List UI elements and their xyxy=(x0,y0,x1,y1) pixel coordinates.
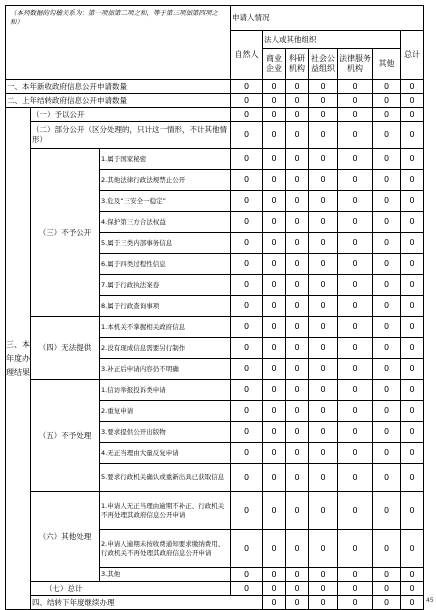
header-commercial: 商业企业 xyxy=(263,49,286,80)
value-cell: 0 xyxy=(338,422,373,443)
value-cell: 0 xyxy=(338,380,373,401)
value-cell: 0 xyxy=(263,149,286,170)
value-cell: 0 xyxy=(309,296,338,317)
value-cell: 0 xyxy=(309,492,338,530)
value-cell: 0 xyxy=(338,596,373,610)
value-cell: 0 xyxy=(263,191,286,212)
row-label-new-requests: 一、本年新收政府信息公开申请数量 xyxy=(6,80,231,94)
row-label-unable: （四）无法提供 xyxy=(31,317,100,380)
value-cell: 0 xyxy=(338,254,373,275)
refuse-item: 4.保护第三方合法权益 xyxy=(100,212,231,233)
value-cell: 0 xyxy=(373,464,401,492)
value-cell: 0 xyxy=(231,94,263,108)
value-cell: 0 xyxy=(309,401,338,422)
value-cell: 0 xyxy=(263,275,286,296)
value-cell: 0 xyxy=(309,338,338,359)
value-cell: 0 xyxy=(373,108,401,122)
value-cell: 0 xyxy=(263,401,286,422)
value-cell: 0 xyxy=(263,80,286,94)
value-cell: 0 xyxy=(231,443,263,464)
header-applicant: 申请人情况 xyxy=(231,6,424,31)
value-cell: 0 xyxy=(373,596,401,610)
value-cell: 0 xyxy=(401,359,424,380)
value-cell: 0 xyxy=(338,108,373,122)
value-cell: 0 xyxy=(263,212,286,233)
value-cell: 0 xyxy=(401,212,424,233)
value-cell: 0 xyxy=(286,275,309,296)
header-other: 其他 xyxy=(373,49,401,80)
value-cell: 0 xyxy=(231,212,263,233)
value-cell: 0 xyxy=(401,122,424,149)
value-cell: 0 xyxy=(231,108,263,122)
value-cell: 0 xyxy=(401,317,424,338)
header-total: 总计 xyxy=(401,31,424,80)
value-cell: 0 xyxy=(338,443,373,464)
value-cell: 0 xyxy=(373,359,401,380)
not-processed-item: 1.信访举报投诉类申请 xyxy=(100,380,231,401)
value-cell: 0 xyxy=(309,275,338,296)
value-cell: 0 xyxy=(231,359,263,380)
unable-item: 2.没有现成信息需要另行制作 xyxy=(100,338,231,359)
value-cell: 0 xyxy=(338,122,373,149)
value-cell: 0 xyxy=(401,596,424,610)
value-cell: 0 xyxy=(286,568,309,582)
value-cell: 0 xyxy=(286,401,309,422)
header-note: （本列数据的勾稽关系为：第一项加第二项之和，等于第三项加第四项之和） xyxy=(6,6,231,80)
value-cell: 0 xyxy=(401,338,424,359)
value-cell: 0 xyxy=(309,568,338,582)
value-cell: 0 xyxy=(401,170,424,191)
value-cell: 0 xyxy=(286,530,309,568)
value-cell: 0 xyxy=(231,492,263,530)
value-cell: 0 xyxy=(401,108,424,122)
value-cell: 0 xyxy=(231,170,263,191)
value-cell: 0 xyxy=(401,582,424,596)
refuse-item: 8.属于行政查询事项 xyxy=(100,296,231,317)
value-cell: 0 xyxy=(373,443,401,464)
value-cell: 0 xyxy=(286,122,309,149)
value-cell: 0 xyxy=(231,122,263,149)
value-cell: 0 xyxy=(263,233,286,254)
value-cell: 0 xyxy=(231,317,263,338)
value-cell: 0 xyxy=(338,317,373,338)
value-cell: 0 xyxy=(309,317,338,338)
value-cell: 0 xyxy=(401,401,424,422)
value-cell: 0 xyxy=(401,254,424,275)
value-cell: 0 xyxy=(231,296,263,317)
value-cell: 0 xyxy=(338,401,373,422)
value-cell: 0 xyxy=(338,275,373,296)
row-label-partial: （二）部分公开（区分处理的，只计这一情形，不计其他情形） xyxy=(31,122,231,149)
row-label-other-handling: （六）其他处理 xyxy=(31,492,100,582)
value-cell: 0 xyxy=(338,80,373,94)
value-cell: 0 xyxy=(263,422,286,443)
value-cell: 0 xyxy=(231,254,263,275)
value-cell: 0 xyxy=(401,296,424,317)
refuse-item: 5.属于三类内部事务信息 xyxy=(100,233,231,254)
value-cell: 0 xyxy=(401,492,424,530)
value-cell: 0 xyxy=(373,338,401,359)
value-cell: 0 xyxy=(263,254,286,275)
value-cell: 0 xyxy=(401,149,424,170)
value-cell: 0 xyxy=(373,80,401,94)
page-mark: 45 xyxy=(426,597,434,604)
value-cell: 0 xyxy=(286,582,309,596)
value-cell: 0 xyxy=(373,422,401,443)
value-cell: 0 xyxy=(309,530,338,568)
value-cell: 0 xyxy=(263,596,286,610)
value-cell: 0 xyxy=(231,401,263,422)
value-cell: 0 xyxy=(263,359,286,380)
value-cell: 0 xyxy=(309,380,338,401)
value-cell: 0 xyxy=(401,80,424,94)
value-cell: 0 xyxy=(373,191,401,212)
value-cell: 0 xyxy=(286,464,309,492)
government-info-disclosure-table xyxy=(5,5,424,610)
value-cell: 0 xyxy=(286,296,309,317)
value-cell: 0 xyxy=(338,233,373,254)
value-cell: 0 xyxy=(263,338,286,359)
other-handling-item: 1.申请人无正当理由逾期不补正、行政机关不再处理其政府信息公开申请 xyxy=(100,492,231,530)
header-public-welfare: 社会公益组织 xyxy=(309,49,338,80)
value-cell: 0 xyxy=(263,568,286,582)
value-cell: 0 xyxy=(263,443,286,464)
not-processed-item: 5.要求行政机关确认或重新出具已获取信息 xyxy=(100,464,231,492)
value-cell: 0 xyxy=(309,122,338,149)
other-handling-item: 2.申请人逾期未按收费通知要求缴纳费用、行政机关不再处理其政府信息公开申请 xyxy=(100,530,231,568)
value-cell: 0 xyxy=(309,359,338,380)
row-label-not-processed: （五）不予处理 xyxy=(31,380,100,492)
value-cell: 0 xyxy=(373,530,401,568)
refuse-item: 7.属于行政执法案卷 xyxy=(100,275,231,296)
row-label-carried-over: 二、上年结转政府信息公开申请数量 xyxy=(6,94,231,108)
value-cell: 0 xyxy=(338,170,373,191)
value-cell: 0 xyxy=(263,317,286,338)
value-cell: 0 xyxy=(309,254,338,275)
value-cell: 0 xyxy=(263,380,286,401)
value-cell: 0 xyxy=(286,422,309,443)
value-cell: 0 xyxy=(309,582,338,596)
header-legal-entity: 法人或其他组织 xyxy=(263,31,401,49)
value-cell: 0 xyxy=(231,530,263,568)
value-cell: 0 xyxy=(286,492,309,530)
value-cell: 0 xyxy=(231,380,263,401)
value-cell: 0 xyxy=(401,422,424,443)
value-cell: 0 xyxy=(373,170,401,191)
value-cell: 0 xyxy=(373,149,401,170)
header-natural-person: 自然人 xyxy=(231,31,263,80)
value-cell: 0 xyxy=(338,296,373,317)
value-cell: 0 xyxy=(231,275,263,296)
value-cell: 0 xyxy=(309,212,338,233)
value-cell: 0 xyxy=(338,530,373,568)
value-cell: 0 xyxy=(286,94,309,108)
results-group-label: 三、本年度办理结果 xyxy=(6,108,31,610)
value-cell: 0 xyxy=(286,149,309,170)
value-cell: 0 xyxy=(263,296,286,317)
row-label-refuse: （三）不予公开 xyxy=(31,149,100,317)
refuse-item: 3.危及“三安全一稳定” xyxy=(100,191,231,212)
value-cell: 0 xyxy=(263,108,286,122)
value-cell: 0 xyxy=(309,596,338,610)
value-cell: 0 xyxy=(263,122,286,149)
header-research: 科研机构 xyxy=(286,49,309,80)
value-cell: 0 xyxy=(401,464,424,492)
value-cell: 0 xyxy=(373,275,401,296)
value-cell: 0 xyxy=(286,254,309,275)
value-cell: 0 xyxy=(286,170,309,191)
value-cell: 0 xyxy=(231,149,263,170)
value-cell: 0 xyxy=(338,149,373,170)
value-cell: 0 xyxy=(401,443,424,464)
refuse-item: 6.属于四类过程性信息 xyxy=(100,254,231,275)
refuse-item: 2.其他法律行政法规禁止公开 xyxy=(100,170,231,191)
value-cell: 0 xyxy=(373,122,401,149)
header-legal-service: 法律服务机构 xyxy=(338,49,373,80)
value-cell: 0 xyxy=(338,568,373,582)
value-cell: 0 xyxy=(231,191,263,212)
value-cell: 0 xyxy=(231,582,263,596)
value-cell: 0 xyxy=(373,568,401,582)
refuse-item: 1.属于国家秘密 xyxy=(100,149,231,170)
value-cell: 0 xyxy=(231,338,263,359)
value-cell: 0 xyxy=(338,191,373,212)
value-cell: 0 xyxy=(401,568,424,582)
value-cell: 0 xyxy=(373,233,401,254)
value-cell: 0 xyxy=(401,94,424,108)
value-cell: 0 xyxy=(373,317,401,338)
row-label-pending: 四、结转下年度继续办理 xyxy=(31,596,263,610)
value-cell: 0 xyxy=(309,94,338,108)
value-cell: 0 xyxy=(286,317,309,338)
value-cell: 0 xyxy=(373,582,401,596)
value-cell: 0 xyxy=(263,464,286,492)
not-processed-item: 3.要求提供公开出版物 xyxy=(100,422,231,443)
value-cell: 0 xyxy=(338,464,373,492)
value-cell: 0 xyxy=(231,233,263,254)
value-cell: 0 xyxy=(286,191,309,212)
value-cell: 0 xyxy=(286,443,309,464)
value-cell: 0 xyxy=(263,94,286,108)
value-cell: 0 xyxy=(309,191,338,212)
value-cell: 0 xyxy=(309,443,338,464)
value-cell: 0 xyxy=(373,94,401,108)
value-cell: 0 xyxy=(401,275,424,296)
value-cell: 0 xyxy=(309,170,338,191)
value-cell: 0 xyxy=(373,492,401,530)
unable-item: 3.补正后申请内容仍不明确 xyxy=(100,359,231,380)
other-handling-item: 3.其他 xyxy=(100,568,231,582)
value-cell: 0 xyxy=(231,422,263,443)
value-cell: 0 xyxy=(286,233,309,254)
unable-item: 1.本机关不掌握相关政府信息 xyxy=(100,317,231,338)
value-cell: 0 xyxy=(401,380,424,401)
value-cell: 0 xyxy=(286,80,309,94)
value-cell: 0 xyxy=(338,212,373,233)
value-cell: 0 xyxy=(309,80,338,94)
value-cell: 0 xyxy=(309,108,338,122)
value-cell: 0 xyxy=(231,568,263,582)
value-cell: 0 xyxy=(263,170,286,191)
value-cell: 0 xyxy=(309,149,338,170)
value-cell: 0 xyxy=(338,492,373,530)
value-cell: 0 xyxy=(231,80,263,94)
row-label-disclose: （一）予以公开 xyxy=(31,108,231,122)
not-processed-item: 2.重复申请 xyxy=(100,401,231,422)
value-cell: 0 xyxy=(286,380,309,401)
row-label-total: （七）总计 xyxy=(31,582,231,596)
value-cell: 0 xyxy=(373,380,401,401)
value-cell: 0 xyxy=(401,530,424,568)
value-cell: 0 xyxy=(373,212,401,233)
value-cell: 0 xyxy=(373,254,401,275)
value-cell: 0 xyxy=(263,492,286,530)
value-cell: 0 xyxy=(401,191,424,212)
value-cell: 0 xyxy=(373,296,401,317)
value-cell: 0 xyxy=(401,233,424,254)
value-cell: 0 xyxy=(286,108,309,122)
value-cell: 0 xyxy=(263,582,286,596)
value-cell: 0 xyxy=(286,596,309,610)
value-cell: 0 xyxy=(338,359,373,380)
value-cell: 0 xyxy=(263,530,286,568)
value-cell: 0 xyxy=(286,359,309,380)
value-cell: 0 xyxy=(309,233,338,254)
value-cell: 0 xyxy=(373,401,401,422)
value-cell: 0 xyxy=(338,582,373,596)
value-cell: 0 xyxy=(231,464,263,492)
value-cell: 0 xyxy=(338,94,373,108)
value-cell: 0 xyxy=(286,212,309,233)
not-processed-item: 4.无正当理由大量反复申请 xyxy=(100,443,231,464)
value-cell: 0 xyxy=(309,422,338,443)
value-cell: 0 xyxy=(309,464,338,492)
value-cell: 0 xyxy=(338,338,373,359)
value-cell: 0 xyxy=(286,338,309,359)
